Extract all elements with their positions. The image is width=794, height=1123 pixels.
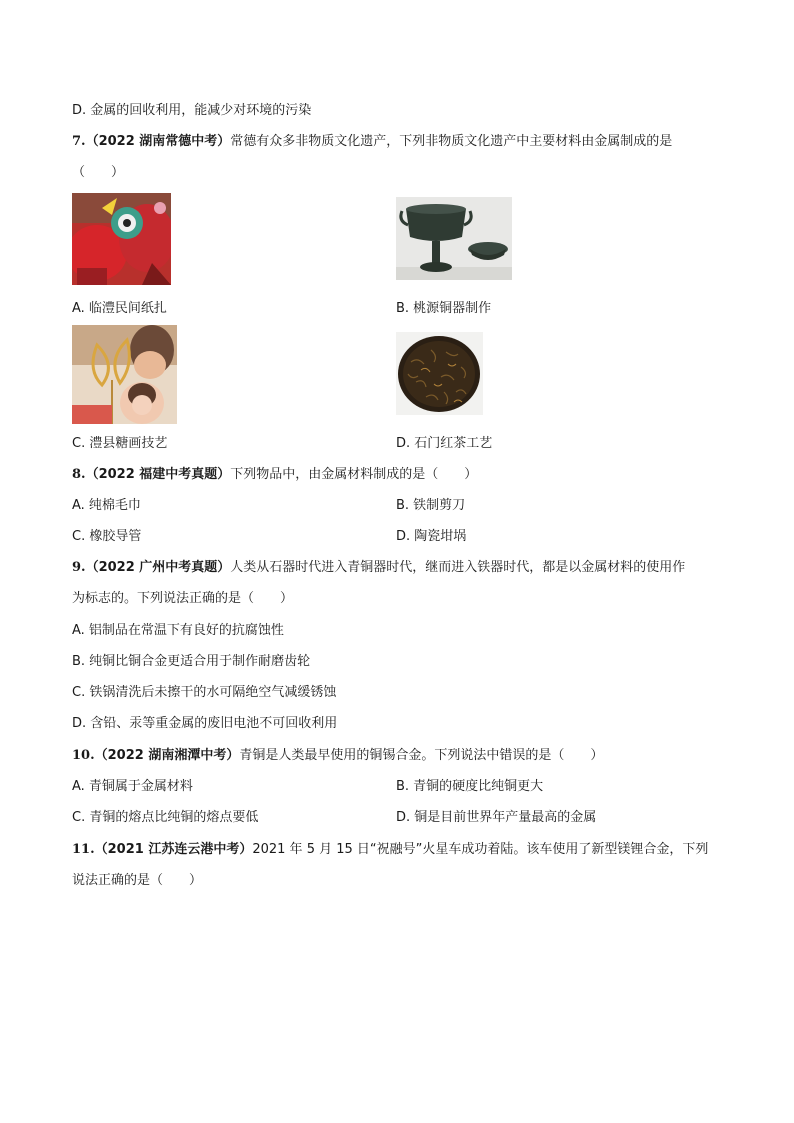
question-8-option-c: C. 橡胶导管 xyxy=(72,529,142,544)
question-11-stem xyxy=(72,841,708,859)
question-10-stem xyxy=(72,747,603,765)
question-text: 下列物品中，由金属材料制成的是（ ） xyxy=(230,467,478,482)
question-7-option-b: B. 桃源铜器制作 xyxy=(396,301,492,316)
question-source: （2022 广州中考真题） xyxy=(85,560,231,575)
question-10-option-a: A. 青铜属于金属材料 xyxy=(72,779,193,794)
question-7-option-a: A. 临澧民间纸扎 xyxy=(72,301,167,316)
sugar-painting-image xyxy=(72,325,177,424)
question-number: 9. xyxy=(72,560,86,575)
question-10-option-d: D. 铜是目前世界年产量最高的金属 xyxy=(396,810,597,825)
question-text: 2021 年 5 月 15 日“祝融号”火星车成功着陆。该车使用了新型镁锂合金，下列 xyxy=(252,842,709,857)
question-text: 青铜是人类最早使用的铜锡合金。下列说法中错误的是（ ） xyxy=(239,748,604,763)
question-number: 10. xyxy=(72,748,95,763)
question-9-option-b: B. 纯铜比铜合金更适合用于制作耐磨齿轮 xyxy=(72,654,311,669)
question-source: （2021 江苏连云港中考） xyxy=(94,842,253,857)
question-9-option-c: C. 铁锅清洗后未擦干的水可隔绝空气减缓锈蚀 xyxy=(72,685,337,700)
question-source: （2022 湖南湘潭中考） xyxy=(94,748,240,763)
question-number: 8. xyxy=(72,467,86,482)
paper-craft-image xyxy=(72,193,171,285)
question-source: （2022 福建中考真题） xyxy=(85,467,231,482)
question-6-option-d: D. 金属的回收利用，能减少对环境的污染 xyxy=(72,103,312,118)
question-source: （2022 湖南常德中考） xyxy=(85,134,231,149)
black-tea-image xyxy=(396,332,483,415)
question-8-option-b: B. 铁制剪刀 xyxy=(396,498,466,513)
question-text: 人类从石器时代进入青铜器时代，继而进入铁器时代，都是以金属材料的使用作 xyxy=(230,560,686,575)
question-10-option-b: B. 青铜的硬度比纯铜更大 xyxy=(396,779,544,794)
question-7-stem xyxy=(72,133,672,151)
question-8-option-d: D. 陶瓷坩埚 xyxy=(396,529,467,544)
question-9-stem xyxy=(72,559,685,577)
question-7-option-c: C. 澧县糖画技艺 xyxy=(72,436,168,451)
question-11-stem-continued: 说法正确的是（ ） xyxy=(72,873,203,888)
question-9-option-d: D. 含铅、汞等重金属的废旧电池不可回收利用 xyxy=(72,716,338,731)
question-text: 常德有众多非物质文化遗产，下列非物质文化遗产中主要材料由金属制成的是 xyxy=(230,134,673,149)
bronze-vessel-image xyxy=(396,197,512,280)
question-7-blank: （ ） xyxy=(72,165,125,180)
question-8-stem xyxy=(72,466,477,484)
question-9-stem-continued: 为标志的。下列说法正确的是（ ） xyxy=(72,591,294,606)
question-7-option-d: D. 石门红茶工艺 xyxy=(396,436,493,451)
question-number: 7. xyxy=(72,134,86,149)
question-9-option-a: A. 铝制品在常温下有良好的抗腐蚀性 xyxy=(72,623,284,638)
question-10-option-c: C. 青铜的熔点比纯铜的熔点要低 xyxy=(72,810,259,825)
question-8-option-a: A. 纯棉毛巾 xyxy=(72,498,141,513)
question-number: 11. xyxy=(72,842,95,857)
